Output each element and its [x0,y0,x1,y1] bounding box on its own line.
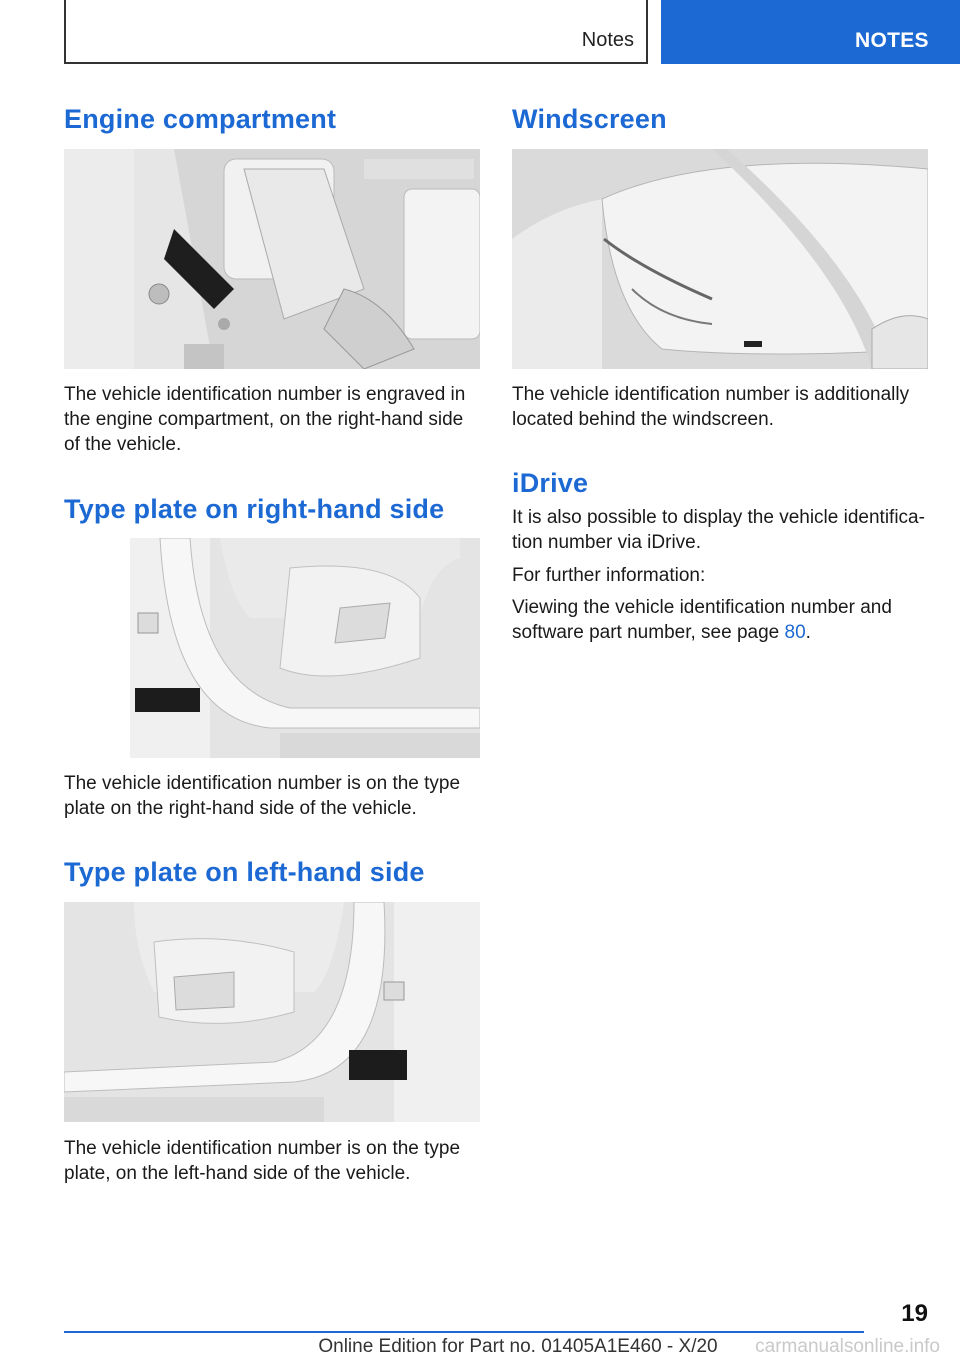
idrive-reference [512,595,928,645]
type-plate-right-text: The vehicle identification number is on the type plate on the right-hand side of the vehicle. [64,773,461,819]
heading-windscreen: Windscreen [512,104,667,134]
idrive-further-info: For further information: [512,565,706,586]
heading-idrive: iDrive [512,468,589,498]
idrive-text: It is also possible to display the vehicle identifica‐tion number via iDrive. [512,507,925,553]
engine-compartment-illustration [64,149,480,369]
chapter-label: NOTES [855,29,929,52]
type-plate-right-illustration [130,538,480,758]
running-header-section [64,0,648,64]
footer-rule [64,1331,864,1333]
windscreen-text: The vehicle identification number is additionally located behind the windscreen. [512,384,910,430]
footer-edition-text: Online Edition for Part no. 01405A1E460 - X/20 [318,1336,718,1357]
page-number: 19 [901,1300,928,1327]
type-plate-left-illustration [64,902,480,1122]
idrive-reference-end: . [805,622,811,643]
heading-type-plate-left: Type plate on left-hand side [64,857,425,887]
page-link[interactable]: 80 [784,622,806,643]
windscreen-illustration [512,149,928,369]
engine-compartment-text: The vehicle identification number is engraved in the engine compartment, on the right-hand side of the vehicle. [64,384,466,455]
heading-engine-compartment: Engine compartment [64,104,337,134]
idrive-reference-text: Viewing the vehicle identification number and software part number, see page [512,597,892,643]
heading-type-plate-right: Type plate on right-hand side [64,494,445,524]
type-plate-left-text: The vehicle identification number is on the type plate, on the left-hand side of the vehicle. [64,1138,461,1184]
watermark: carmanualsonline.info [755,1336,940,1357]
running-header-chapter [661,0,960,64]
section-label: Notes [581,29,634,51]
